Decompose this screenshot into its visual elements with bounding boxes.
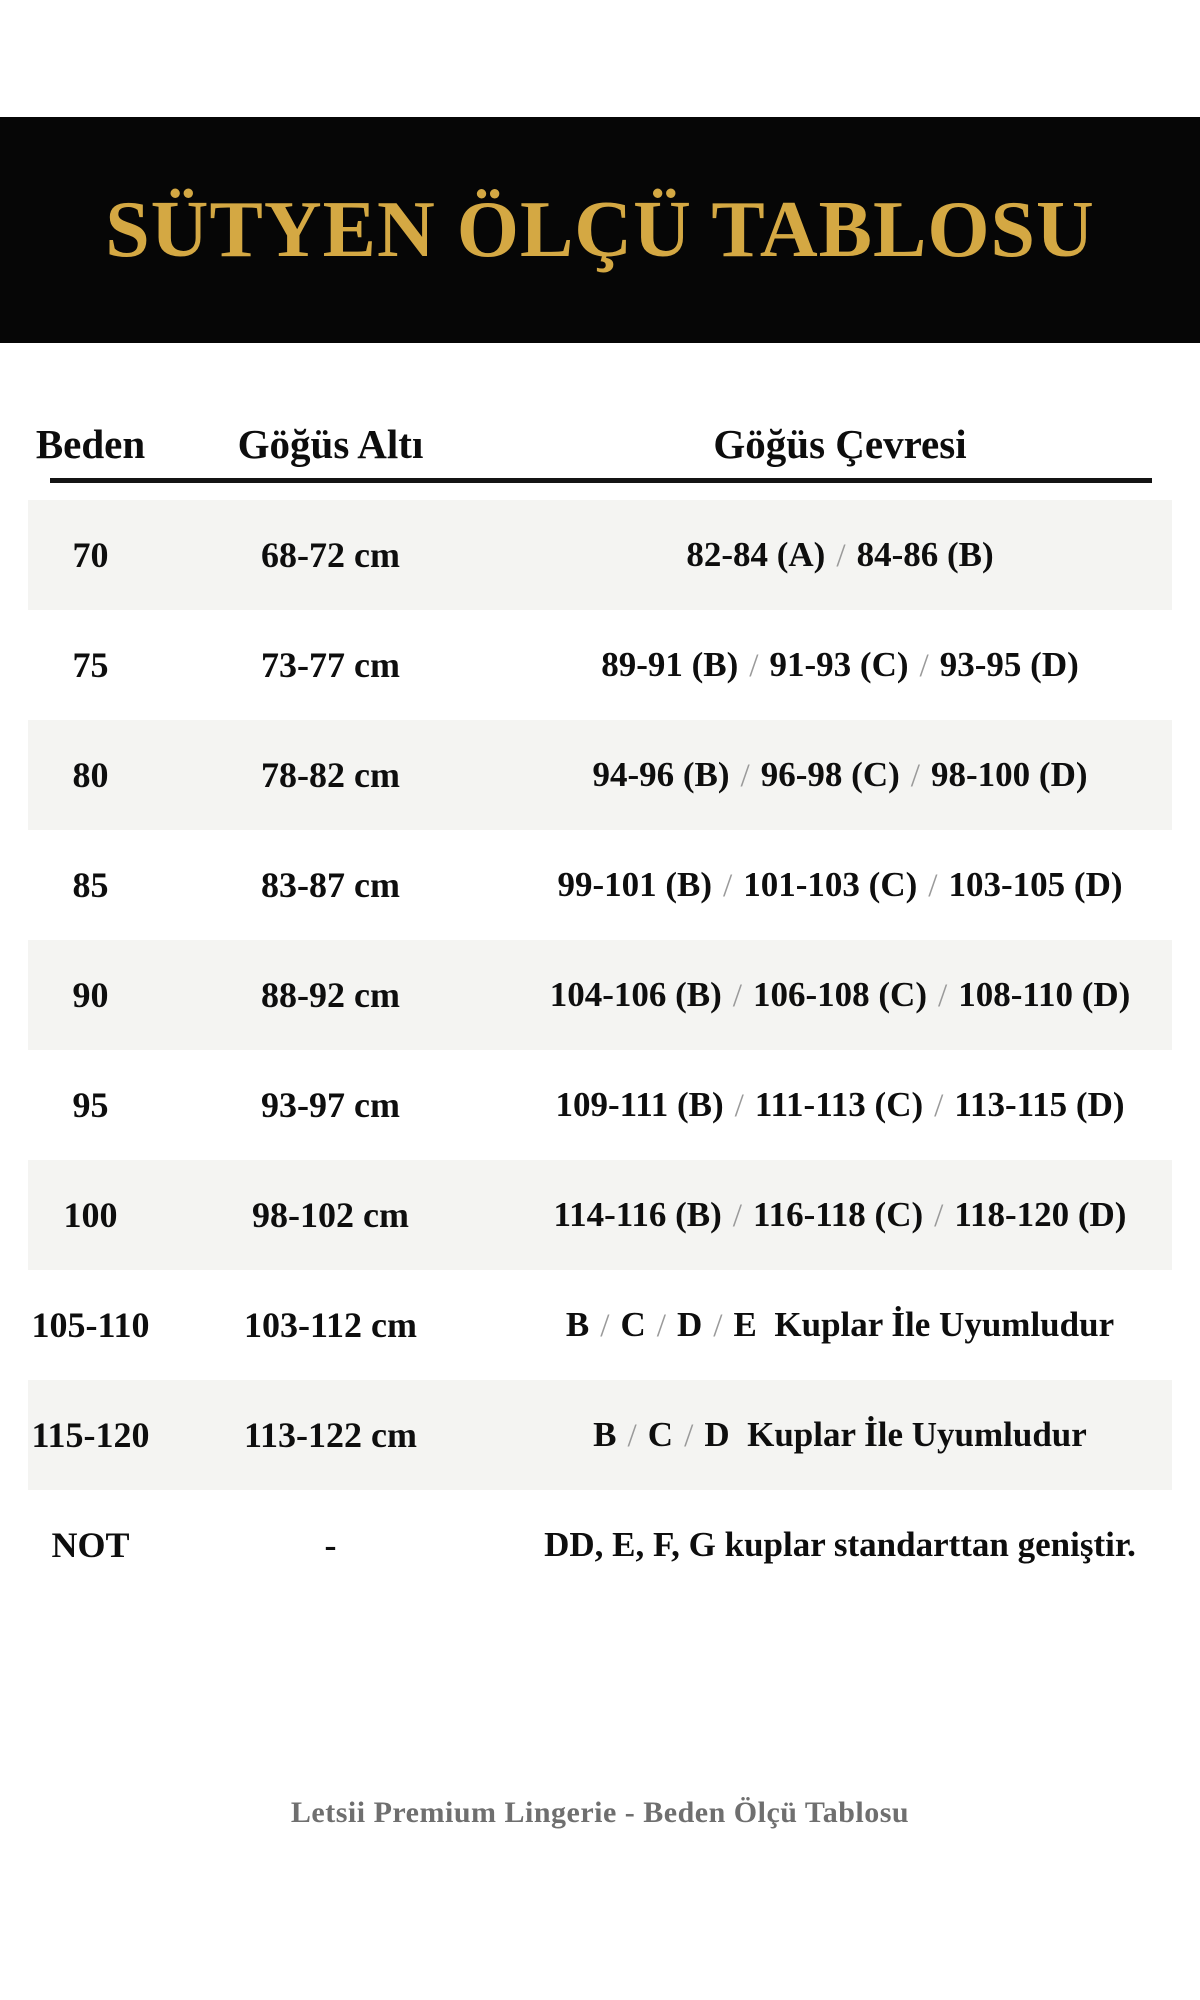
range-segment: D [677, 1305, 703, 1344]
table-row [28, 1160, 1172, 1270]
cell-beden: 115-120 [31, 1415, 150, 1455]
table-row [28, 610, 1172, 720]
range-segment: C [647, 1415, 674, 1454]
cell-beden: 100 [63, 1195, 118, 1235]
cell-gogus-alti: - [324, 1525, 337, 1565]
cell-gogus-alti: 113-122 cm [244, 1415, 417, 1455]
slash-separator-icon: / [919, 647, 929, 684]
table-row [28, 720, 1172, 830]
column-header-gogus-alti: Göğüs Altı [237, 421, 424, 467]
slash-separator-icon: / [836, 537, 846, 574]
range-segment: 113-115 (D) [954, 1085, 1125, 1124]
range-segment: 118-120 (D) [954, 1195, 1127, 1234]
slash-separator-icon: / [656, 1307, 667, 1344]
range-segment: 106-108 (C) [753, 975, 927, 1014]
range-segment: 116-118 (C) [753, 1195, 924, 1234]
slash-separator-icon: / [749, 647, 759, 684]
slash-separator-icon: / [928, 867, 938, 904]
footer-caption: Letsii Premium Lingerie - Beden Ölçü Tablosu [290, 1796, 910, 1829]
table-row [28, 1270, 1172, 1380]
cell-gogus-cevresi [508, 1195, 1172, 1235]
cell-gogus-alti: 68-72 cm [261, 535, 400, 575]
cell-gogus-alti: 88-92 cm [261, 975, 400, 1015]
cell-gogus-alti: 83-87 cm [261, 865, 400, 905]
slash-separator-icon: / [713, 1307, 723, 1344]
range-segment: 109-111 (B) [555, 1085, 724, 1124]
cell-gogus-alti: 93-97 cm [261, 1085, 400, 1125]
cell-gogus-cevresi [508, 975, 1172, 1015]
range-segment: 82-84 (A) [686, 535, 826, 574]
header-underline [50, 478, 1152, 483]
slash-separator-icon: / [934, 1197, 944, 1234]
table-row [28, 1050, 1172, 1160]
range-segment: 103-105 (D) [948, 865, 1123, 904]
cell-gogus-cevresi [508, 1085, 1172, 1125]
range-segment: 89-91 (B) [601, 645, 739, 684]
slash-separator-icon: / [684, 1417, 694, 1454]
range-segment: 98-100 (D) [931, 755, 1088, 794]
slash-separator-icon: / [732, 977, 742, 1014]
slash-separator-icon: / [910, 757, 921, 794]
range-segment: 91-93 (C) [769, 645, 909, 684]
range-segment: 84-86 (B) [856, 535, 994, 574]
range-segment: 111-113 (C) [754, 1085, 924, 1124]
cell-beden: 70 [72, 535, 109, 575]
table-row [28, 500, 1172, 610]
table-row [28, 1380, 1172, 1490]
cell-gogus-cevresi [508, 755, 1172, 795]
column-header-beden: Beden [35, 421, 146, 467]
slash-separator-icon: / [600, 1307, 610, 1344]
range-segment: 99-101 (B) [557, 865, 713, 904]
range-segment: D Kuplar İle Uyumludur [704, 1415, 1087, 1454]
cell-gogus-cevresi [508, 1525, 1172, 1565]
size-table [28, 418, 1172, 1600]
range-segment: 108-110 (D) [958, 975, 1131, 1014]
cell-gogus-alti: 103-112 cm [244, 1305, 417, 1345]
cell-beden: 80 [72, 755, 109, 795]
range-segment: 94-96 (B) [592, 755, 730, 794]
cell-beden: 75 [72, 645, 109, 685]
cell-gogus-alti: 98-102 cm [252, 1195, 409, 1235]
range-segment: B [565, 1305, 590, 1344]
cell-gogus-alti: 73-77 cm [261, 645, 400, 685]
range-segment: 93-95 (D) [939, 645, 1079, 684]
slash-separator-icon: / [938, 977, 948, 1014]
table-body [28, 500, 1172, 1600]
range-segment: E Kuplar İle Uyumludur [733, 1305, 1115, 1344]
title-banner [0, 117, 1200, 343]
range-segment: 96-98 (C) [760, 755, 900, 794]
cell-beden: 105-110 [31, 1305, 150, 1345]
range-segment: 104-106 (B) [549, 975, 722, 1014]
table-row [28, 940, 1172, 1050]
cell-gogus-cevresi [508, 535, 1172, 575]
slash-separator-icon: / [734, 1087, 744, 1124]
range-segment: 101-103 (C) [743, 865, 918, 904]
slash-separator-icon: / [627, 1417, 637, 1454]
table-row [28, 1490, 1172, 1600]
slash-separator-icon: / [934, 1087, 944, 1124]
slash-separator-icon: / [732, 1197, 742, 1234]
range-segment: B [593, 1415, 617, 1454]
page-title: SÜTYEN ÖLÇÜ TABLOSU [105, 185, 1095, 274]
cell-beden: 95 [72, 1085, 109, 1125]
cell-gogus-cevresi [508, 1305, 1172, 1345]
cell-gogus-cevresi [508, 865, 1172, 905]
table-header-row [28, 418, 1172, 470]
slash-separator-icon: / [723, 867, 733, 904]
cell-beden: NOT [51, 1525, 130, 1565]
cell-gogus-cevresi [508, 645, 1172, 685]
slash-separator-icon: / [740, 757, 750, 794]
range-segment: 114-116 (B) [553, 1195, 722, 1234]
cell-beden: 90 [72, 975, 109, 1015]
cell-beden: 85 [72, 865, 109, 905]
cell-gogus-alti: 78-82 cm [261, 755, 400, 795]
column-header-gogus-cevresi: Göğüs Çevresi [713, 421, 967, 467]
range-segment: DD, E, F, G kuplar standarttan geniştir. [544, 1525, 1136, 1564]
table-row [28, 830, 1172, 940]
range-segment: C [620, 1305, 646, 1344]
cell-gogus-cevresi [508, 1415, 1172, 1455]
